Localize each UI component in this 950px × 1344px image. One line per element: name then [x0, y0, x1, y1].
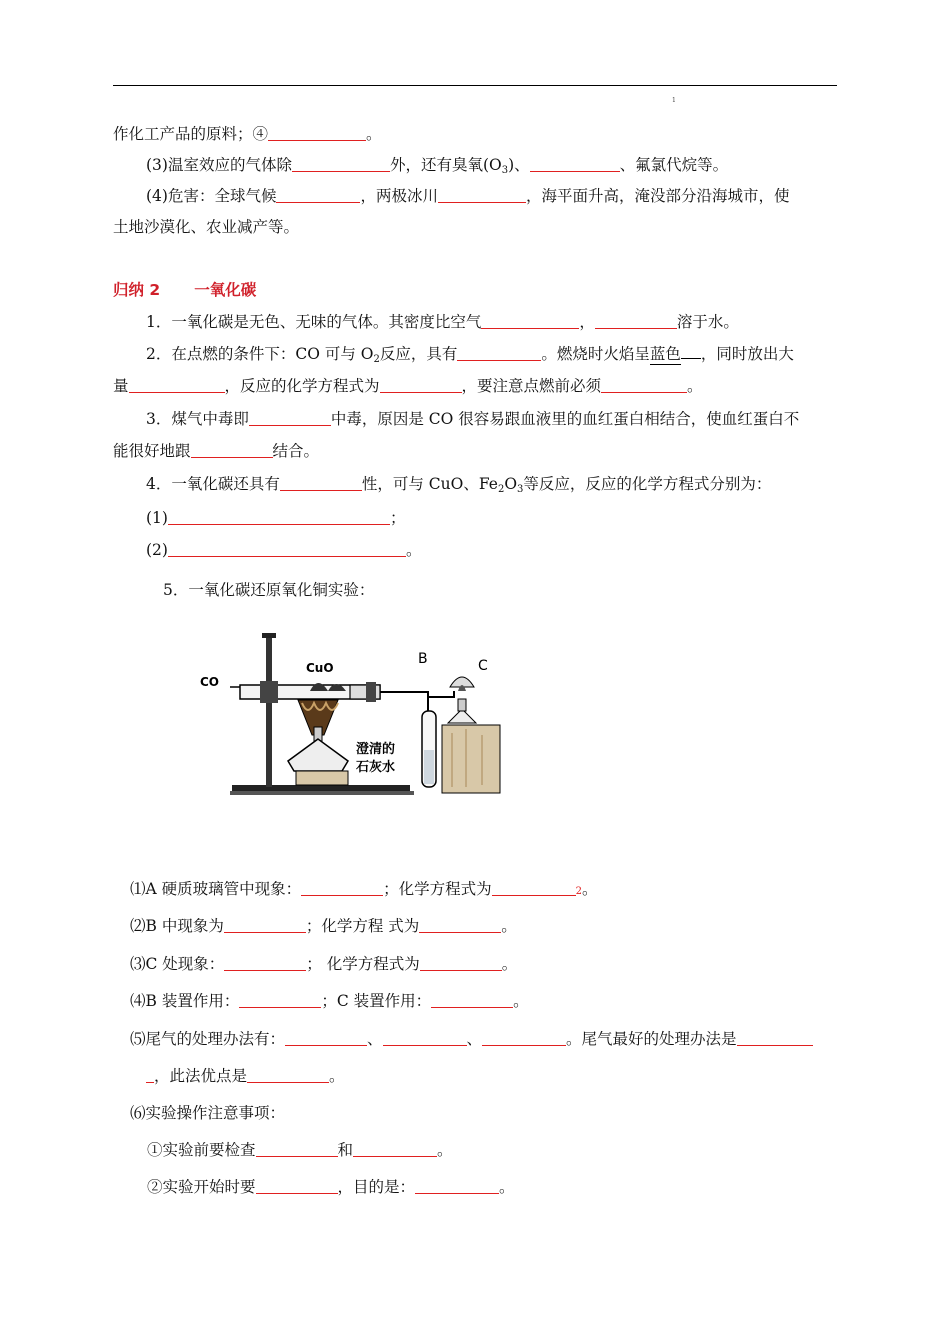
cuo-label: CuO [306, 661, 334, 675]
text-line: ②实验开始时要 ，目的是： 。 [147, 1178, 515, 1196]
answer-blank[interactable] [595, 313, 677, 329]
answer-blank[interactable] [419, 917, 501, 933]
answer-blank[interactable] [224, 917, 306, 933]
text-line: ，此法优点是 。 [146, 1066, 345, 1086]
text-line: 5．一氧化碳还原氧化铜实验： [163, 581, 375, 599]
text-line: ⑹实验操作注意事项： [130, 1104, 286, 1122]
text-line: 土地沙漠化、农业减产等。 [113, 218, 300, 236]
answer-blank[interactable] [301, 880, 383, 896]
answer-blank[interactable] [268, 125, 366, 141]
answer-blank[interactable] [737, 1030, 813, 1046]
answer-blank[interactable] [280, 475, 362, 491]
header-rule [113, 85, 837, 86]
answer-blank[interactable] [224, 955, 306, 971]
text-line: (4)危害：全球气候 ，两极冰川 ，海平面升高，淹没部分沿海城市，使 [146, 187, 790, 205]
text-line: 作化工产品的原料；④ 。 [113, 125, 382, 143]
answer-blank[interactable] [353, 1141, 437, 1157]
text-line: 4．一氧化碳还具有 性，可与 CuO、$Fe_2O_3$等反应，反应的化学方程式分别为： [146, 475, 772, 495]
answer-blank[interactable] [383, 1030, 467, 1046]
answer-blank[interactable] [492, 880, 576, 896]
answer-blank[interactable] [431, 992, 513, 1008]
answer-blank[interactable] [256, 1141, 338, 1157]
co-reduction-apparatus-figure [190, 625, 510, 805]
answer-blank[interactable] [168, 541, 406, 557]
answer-blank[interactable] [601, 377, 687, 393]
section-heading: 归纳 2 一氧化碳 [113, 281, 257, 299]
answer-blank[interactable] [420, 955, 502, 971]
page-mark: 1 [672, 97, 676, 104]
text-line: 量 ，反应的化学方程式为 ，要注意点燃前必须 。 [113, 377, 703, 395]
co-label: CO [200, 675, 220, 689]
answer-blank[interactable] [482, 1030, 566, 1046]
answer-blank[interactable] [292, 156, 390, 172]
answer-blank[interactable] [457, 345, 541, 361]
answer-blank[interactable] [249, 410, 331, 426]
lime-water-label-2: 石灰水 [356, 760, 396, 775]
answer-filled: 蓝色 [649, 345, 681, 363]
answer-blank[interactable] [285, 1030, 367, 1046]
answer-blank[interactable] [256, 1178, 338, 1194]
answer-blank[interactable] [380, 377, 462, 393]
answer-blank[interactable] [191, 442, 273, 458]
text-line: (2) 。 [146, 541, 422, 559]
label-c: C [478, 658, 488, 674]
text-line: ①实验前要检查 和 。 [147, 1141, 453, 1159]
text-line: 3．煤气中毒即 中毒，原因是 CO 很容易跟血液里的血红蛋白相结合，使血红蛋白不 [146, 410, 800, 428]
text-line: (3)温室效应的气体除 外，还有臭氧$(O_3)$、 、氟氯代烷等。 [146, 156, 729, 176]
text-line: ⑶C 处现象： ； 化学方程式为 。 [130, 955, 518, 973]
answer-blank[interactable] [239, 992, 321, 1008]
text-line: ⑴A 硬质玻璃管中现象： ；化学方程式为 2。 [130, 880, 598, 898]
lime-water-label-1: 澄清的 [356, 742, 396, 757]
text-line: ⑸尾气的处理办法有： 、 、 。尾气最好的处理办法是 [130, 1029, 813, 1049]
answer-blank[interactable] [415, 1178, 499, 1194]
answer-blank[interactable] [481, 313, 579, 329]
label-b: B [418, 651, 428, 667]
answer-blank[interactable] [129, 377, 225, 393]
text-line: (1) ； [146, 509, 406, 527]
text-line: 能很好地跟 结合。 [113, 442, 320, 460]
text-line: ⑵B 中现象为 ；化学方程 式为 。 [130, 917, 517, 935]
answer-blank[interactable] [168, 509, 390, 525]
answer-blank[interactable] [276, 187, 360, 203]
answer-blank[interactable] [247, 1067, 329, 1083]
text-line: 2．在点燃的条件下：CO 可与 $O_2$反应，具有 。燃烧时火焰呈蓝色 ，同时放出大 [146, 345, 794, 365]
text-line: 1．一氧化碳是无色、无味的气体。其密度比空气 ， 溶于水。 [146, 313, 739, 331]
answer-blank[interactable] [438, 187, 526, 203]
text-line: ⑷B 装置作用： ；C 装置作用： 。 [130, 992, 529, 1010]
answer-blank[interactable] [530, 156, 620, 172]
